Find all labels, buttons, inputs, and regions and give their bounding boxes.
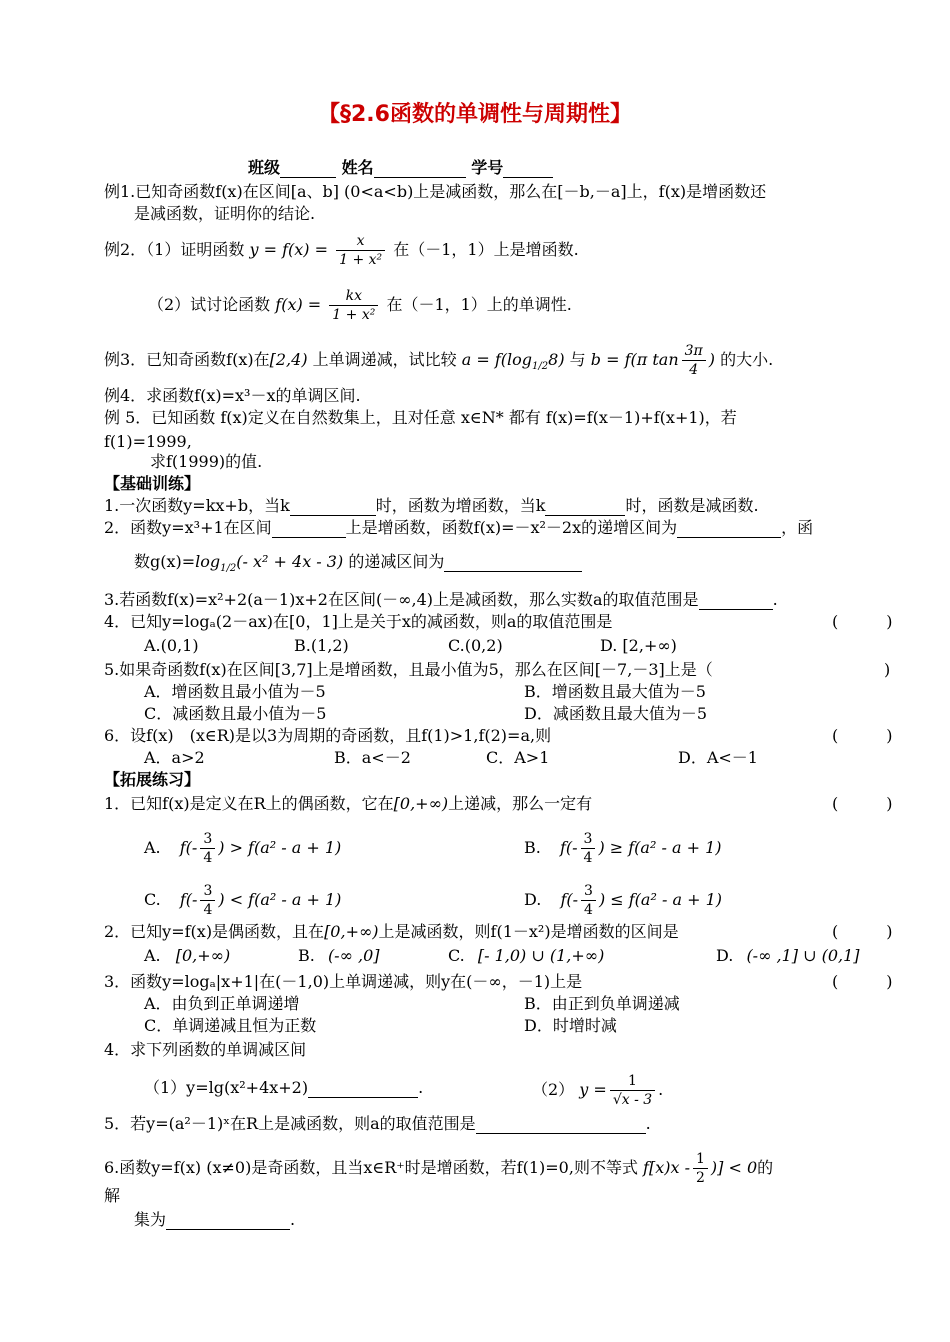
name-label: 姓名 [341, 158, 374, 177]
ex3-b: b = f(π tan [590, 350, 679, 369]
basic-q5-opt-a[interactable]: A．增函数且最小值为－5 [144, 682, 326, 701]
ext-q1-opt-b-expr: ) ≥ f(a² - a + 1) [598, 838, 722, 857]
ext-q6-end: . [290, 1210, 296, 1229]
example-1-line-1: 例1.已知奇函数f(x)在区间[a、b] (0<a<b)上是减函数，那么在[－b,－a]上，f(x)是增函数还 [104, 182, 767, 201]
ext-q6-line-3 [134, 1210, 295, 1230]
basic-q6-opt-d[interactable]: D．A<－1 [678, 748, 758, 767]
ext-q1-opt-c-expr: ) < f(a² - a + 1) [218, 890, 342, 909]
ex2-2-fraction: $\frac{kx}{\text{1 + x²}}$ [329, 287, 378, 324]
ex3-a-arg: 8) [548, 350, 565, 369]
page-title: 【§2.6函数的单调性与周期性】 [318, 102, 632, 127]
basic-q2-a: 2．函数y=x³+1在区间 [104, 518, 272, 537]
ext-q6-line-2: 解 [104, 1186, 121, 1205]
basic-q2-log: log [195, 552, 221, 571]
id-label: 学号 [471, 158, 504, 177]
ext-q1-opt-d-expr: ) ≤ f(a² - a + 1) [598, 890, 722, 909]
section-ext-header: 【拓展练习】 [104, 770, 201, 789]
ex3-text: 例3．已知奇函数f(x)在 [104, 350, 270, 369]
ext-q2-opt-c[interactable]: C. [- 1,0) ∪ (1,+∞) [448, 946, 605, 965]
ext-q1-a: 1．已知f(x)是定义在R上的偶函数，它在 [104, 794, 394, 813]
ext-q1-opt-c[interactable]: C. f(- $\frac{3}{4}$ ) < f(a² - a + 1) [144, 883, 342, 918]
basic-q1-blank-1[interactable] [290, 499, 376, 516]
ex2-2-text: （2）试讨论函数 [148, 295, 271, 314]
ext-q4-1-text: （1）y=lg(x²+4x+2) [144, 1078, 309, 1097]
basic-q2-blank-3[interactable] [444, 555, 582, 572]
basic-q5-paren-close[interactable]: ) [884, 660, 891, 679]
basic-q1-a: 1.一次函数y=kx+b，当k [104, 496, 290, 515]
example-4: 例4．求函数f(x)=x³－x的单调区间. [104, 386, 361, 405]
ext-q4-1-end: . [418, 1078, 424, 1097]
basic-q2-arg: (- x² + 4x - 3) [236, 552, 344, 571]
ext-q3-opt-b[interactable]: B．由正到负单调递减 [524, 994, 680, 1013]
ext-q6-fraction: $\frac{1}{2}$ [693, 1150, 708, 1187]
basic-q5: 5.如果奇函数f(x)在区间[3,7]上是增函数，且最小值为5，那么在区间[－7,－3]上是（ [104, 660, 713, 679]
ex2-1-text: 例2．（1）证明函数 [104, 240, 245, 259]
ext-q6-formula-end: )] < 0 [710, 1158, 758, 1177]
basic-q1-c: 时，函数是减函数. [625, 496, 759, 515]
ext-q6-text: 6.函数y=f(x) (x≠0)是奇函数，且当x∈R⁺时是增函数，若f(1)=0,则不等式 [104, 1158, 638, 1177]
example-5-line-3: 求f(1999)的值. [150, 452, 263, 471]
ext-q2 [104, 922, 679, 942]
ext-q1-opt-c-f: f(- [179, 890, 198, 909]
basic-q3-blank[interactable] [699, 593, 773, 610]
ext-q2-a: 2．已知y=f(x)是偶函数，且在 [104, 922, 325, 941]
ext-q3-opt-c[interactable]: C．单调递减且恒为正数 [144, 1016, 317, 1035]
ext-q1-opt-d-f: f(- [560, 890, 579, 909]
basic-q2-blank-1[interactable] [272, 521, 346, 538]
ex2-2-tail: 在（－1，1）上的单调性. [386, 295, 572, 314]
ex2-1-tail: 在（－1，1）上是增函数. [393, 240, 579, 259]
ext-q1 [104, 794, 592, 814]
ext-q4-part-1 [144, 1078, 423, 1098]
basic-q2-e: 的递减区间为 [348, 552, 445, 571]
ext-q1-opt-a-expr: ) > f(a² - a + 1) [218, 838, 342, 857]
basic-q5-opt-c[interactable]: C．减函数且最小值为－5 [144, 704, 327, 723]
basic-q4: 4．已知y=logₐ(2－ax)在[0，1]上是关于x的减函数，则a的取值范围是 [104, 612, 613, 631]
ex3-and: 与 [569, 350, 586, 369]
ext-q2-b: 上是减函数，则f(1－x²)是增函数的区间是 [378, 922, 679, 941]
example-2-part-2 [148, 287, 572, 324]
ext-q4-2-fraction: $\frac{1}{√x - 3}$ [610, 1072, 655, 1109]
ext-q4-1-blank[interactable] [308, 1081, 418, 1098]
ext-q1-opt-b-f: f(- [559, 838, 578, 857]
ext-q1-opt-b-label: B. [524, 838, 541, 857]
ext-q1-opt-b[interactable]: B. f(- $\frac{3}{4}$ ) ≥ f(a² - a + 1) [524, 831, 722, 866]
ext-q1-opt-c-label: C. [144, 890, 161, 909]
ext-q1-opt-d-label: D. [524, 890, 542, 909]
example-5-line-2: f(1)=1999, [104, 432, 192, 451]
basic-q2-line-2 [134, 552, 582, 575]
basic-q2-d: 数g(x)= [134, 552, 196, 571]
example-5-line-1: 例 5．已知函数 f(x)定义在自然数集上，且对任意 x∈N* 都有 f(x)=f(x－1)+f(x+1)，若 [104, 408, 737, 427]
basic-q4-answer[interactable]: ( ) [832, 612, 893, 631]
ex3-interval: [2,4) [269, 350, 308, 369]
id-field[interactable] [503, 161, 553, 178]
ext-q2-opt-b[interactable]: B. (-∞ ,0] [298, 946, 380, 965]
basic-q6: 6．设f(x) (x∈R)是以3为周期的奇函数，且f(1)>1,f(2)=a,则 [104, 726, 552, 745]
ext-q1-opt-a[interactable]: A. f(- $\frac{3}{4}$ ) > f(a² - a + 1) [144, 831, 342, 866]
basic-q2-b: 上是增函数，函数f(x)=－x²－2x的递增区间为 [345, 518, 678, 537]
ext-q3-opt-a[interactable]: A．由负到正单调递增 [144, 994, 300, 1013]
ext-q2-opt-a[interactable]: A. [0,+∞) [144, 946, 231, 965]
ex3-b-close: ) [708, 350, 715, 369]
ext-q3-answer[interactable]: ( ) [832, 972, 893, 991]
ext-q4-2-end: . [658, 1080, 664, 1099]
ext-q5-blank[interactable] [476, 1117, 646, 1134]
example-2-part-1 [104, 232, 579, 269]
ex2-1-formula: y = f(x) = [249, 240, 329, 259]
ext-q1-opt-d[interactable]: D. f(- $\frac{3}{4}$ ) ≤ f(a² - a + 1) [524, 883, 722, 918]
basic-q6-opt-b[interactable]: B．a<－2 [334, 748, 411, 767]
basic-q3: 3.若函数f(x)=x²+2(a－1)x+2在区间(－∞,4)上是减函数，那么实数a的取值范围是 . [104, 590, 778, 609]
basic-q2-c: ，函 [781, 518, 814, 537]
ex3-b-fraction: $\frac{3\pi}{4}$ [682, 342, 706, 379]
ext-q1-opt-a-label: A. [144, 838, 161, 857]
class-label: 班级 [248, 158, 281, 177]
ext-q2-interval: [0,+∞) [324, 922, 379, 941]
ext-q3: 3．函数y=logₐ|x+1|在(－1,0)上单调递减，则y在(－∞，－1)上是 [104, 972, 583, 991]
ext-q6-set-label: 集为 [134, 1210, 167, 1229]
ext-q4-2-y: y = [579, 1080, 607, 1099]
basic-q1-b: 时，函数为增函数，当k [375, 496, 546, 515]
basic-q2-base: 1/2 [220, 563, 237, 575]
basic-q5-opt-d[interactable]: D．减函数且最大值为－5 [524, 704, 708, 723]
ext-q1-b: 上递减，那么一定有 [448, 794, 593, 813]
ext-q5-text: 5．若y=(a²－1)ˣ在R上是减函数，则a的取值范围是 [104, 1114, 476, 1133]
basic-q4-opt-d[interactable]: D. [2,+∞) [600, 636, 677, 655]
ex2-2-formula: f(x) = [275, 295, 322, 314]
ext-q3-opt-d[interactable]: D．时增时减 [524, 1016, 617, 1035]
ext-q4-part-2 [532, 1072, 663, 1109]
class-field[interactable] [280, 161, 336, 178]
basic-q5-opt-b[interactable]: B．增函数且最大值为－5 [524, 682, 706, 701]
ext-q6-formula: f[x)x - [643, 1158, 690, 1177]
name-field[interactable] [374, 161, 466, 178]
ext-q1-opt-a-f: f(- [179, 838, 198, 857]
ext-q1-answer[interactable]: ( ) [832, 794, 893, 813]
basic-q6-answer[interactable]: ( ) [832, 726, 893, 745]
ext-q6-blank[interactable] [166, 1213, 290, 1230]
ex3-a-base: 1/2 [532, 361, 549, 373]
basic-q6-opt-a[interactable]: A．a>2 [144, 748, 205, 767]
ext-q4: 4．求下列函数的单调减区间 [104, 1040, 307, 1059]
ex3-a: a = f(log [461, 350, 533, 369]
example-1-line-2: 是减函数，证明你的结论. [134, 204, 316, 223]
ext-q6-tail: 的 [757, 1158, 774, 1177]
ext-q6 [104, 1150, 773, 1187]
basic-q4-opt-c[interactable]: C.(0,2) [448, 636, 503, 655]
ext-q5-end: . [645, 1114, 651, 1133]
ex2-1-fraction: $\frac{x}{\text{1 + x²}}$ [336, 232, 385, 269]
example-3 [104, 342, 773, 379]
ex3-mid: 上单调递减，试比较 [312, 350, 457, 369]
student-info [248, 158, 553, 178]
ext-q1-interval: [0,+∞) [393, 794, 449, 813]
section-basic-header: 【基础训练】 [104, 474, 201, 493]
basic-q1 [104, 496, 759, 516]
basic-q2-blank-2[interactable] [677, 521, 781, 538]
ext-q5 [104, 1114, 651, 1134]
basic-q1-blank-2[interactable] [545, 499, 625, 516]
ex3-tail: 的大小. [720, 350, 774, 369]
ext-q2-opt-d[interactable]: D. (-∞ ,1] ∪ (0,1] [716, 946, 860, 965]
ext-q2-answer[interactable]: ( ) [832, 922, 893, 941]
basic-q6-opt-c[interactable]: C．A>1 [486, 748, 550, 767]
basic-q2-line-1 [104, 518, 813, 538]
ext-q4-2-text: （2） [532, 1080, 575, 1099]
basic-q4-opt-a[interactable]: A.(0,1) [144, 636, 199, 655]
basic-q4-opt-b[interactable]: B.(1,2) [294, 636, 349, 655]
basic-q3-text: 3.若函数f(x)=x²+2(a－1)x+2在区间(－∞,4)上是减函数，那么实数a的取值范围是 [104, 590, 699, 609]
